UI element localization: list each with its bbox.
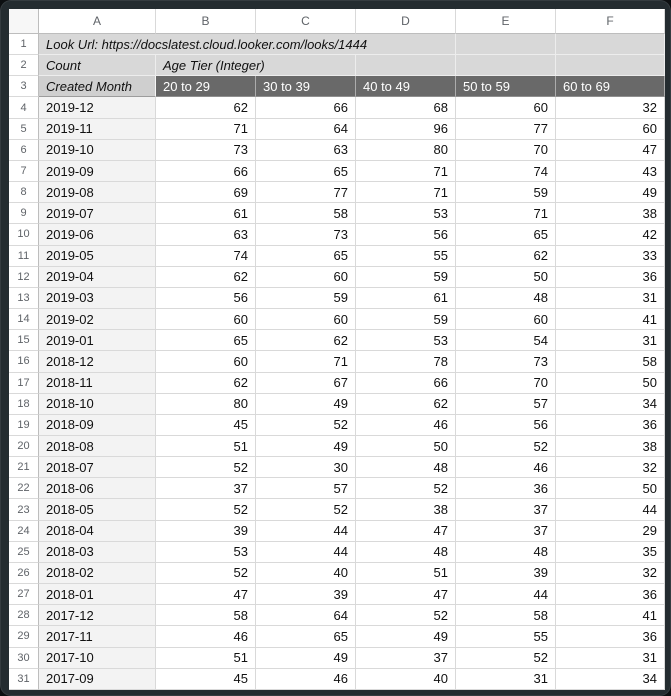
value-cell[interactable]: 31 [556,330,665,351]
value-cell[interactable]: 38 [556,436,665,457]
value-cell[interactable]: 41 [556,309,665,330]
value-cell[interactable]: 61 [356,288,456,309]
month-cell[interactable]: 2019-05 [39,246,156,267]
value-cell[interactable]: 33 [556,246,665,267]
row-header-8[interactable]: 8 [9,182,39,203]
value-cell[interactable]: 74 [456,161,556,182]
value-cell[interactable]: 30 [256,457,356,478]
value-cell[interactable]: 64 [256,119,356,140]
value-cell[interactable]: 37 [456,499,556,520]
month-cell[interactable]: 2017-11 [39,626,156,647]
value-cell[interactable]: 65 [156,330,256,351]
row-header-13[interactable]: 13 [9,288,39,309]
value-cell[interactable]: 38 [356,499,456,520]
month-cell[interactable]: 2018-07 [39,457,156,478]
value-cell[interactable]: 69 [156,182,256,203]
value-cell[interactable]: 50 [556,478,665,499]
value-cell[interactable]: 44 [556,499,665,520]
value-cell[interactable]: 46 [456,457,556,478]
cell-age-tier-2[interactable]: 30 to 39 [256,76,356,97]
row-header-23[interactable]: 23 [9,499,39,520]
value-cell[interactable]: 77 [456,119,556,140]
month-cell[interactable]: 2019-11 [39,119,156,140]
value-cell[interactable]: 66 [356,373,456,394]
value-cell[interactable]: 50 [356,436,456,457]
value-cell[interactable]: 40 [356,669,456,690]
row-header-5[interactable]: 5 [9,119,39,140]
month-cell[interactable]: 2018-11 [39,373,156,394]
row-header-9[interactable]: 9 [9,203,39,224]
value-cell[interactable]: 60 [556,119,665,140]
value-cell[interactable]: 53 [356,203,456,224]
value-cell[interactable]: 48 [456,542,556,563]
row-header-31[interactable]: 31 [9,669,39,690]
row-header-6[interactable]: 6 [9,140,39,161]
cell-age-tier-3[interactable]: 40 to 49 [356,76,456,97]
value-cell[interactable]: 73 [456,351,556,372]
row-header-7[interactable]: 7 [9,161,39,182]
value-cell[interactable]: 66 [156,161,256,182]
value-cell[interactable]: 46 [256,669,356,690]
value-cell[interactable]: 49 [256,648,356,669]
value-cell[interactable]: 52 [456,436,556,457]
value-cell[interactable]: 39 [256,584,356,605]
value-cell[interactable]: 37 [156,478,256,499]
cell-pivot-label[interactable]: Age Tier (Integer) [156,55,356,76]
value-cell[interactable]: 31 [456,669,556,690]
value-cell[interactable]: 78 [356,351,456,372]
value-cell[interactable]: 32 [556,563,665,584]
value-cell[interactable]: 62 [256,330,356,351]
value-cell[interactable]: 96 [356,119,456,140]
value-cell[interactable]: 63 [256,140,356,161]
month-cell[interactable]: 2019-07 [39,203,156,224]
month-cell[interactable]: 2018-02 [39,563,156,584]
value-cell[interactable]: 38 [556,203,665,224]
value-cell[interactable]: 62 [156,267,256,288]
value-cell[interactable]: 59 [356,267,456,288]
value-cell[interactable]: 66 [256,97,356,118]
value-cell[interactable]: 48 [456,288,556,309]
cell-measure-label[interactable]: Count [39,55,156,76]
value-cell[interactable]: 29 [556,521,665,542]
cell-age-tier-1[interactable]: 20 to 29 [156,76,256,97]
value-cell[interactable]: 34 [556,669,665,690]
value-cell[interactable]: 40 [256,563,356,584]
value-cell[interactable]: 52 [156,499,256,520]
value-cell[interactable]: 36 [456,478,556,499]
value-cell[interactable]: 43 [556,161,665,182]
value-cell[interactable]: 71 [256,351,356,372]
value-cell[interactable]: 44 [256,521,356,542]
value-cell[interactable]: 48 [356,542,456,563]
value-cell[interactable]: 52 [156,563,256,584]
select-all-corner[interactable] [9,9,39,34]
column-header-d[interactable]: D [356,9,456,34]
value-cell[interactable]: 49 [556,182,665,203]
value-cell[interactable]: 60 [156,351,256,372]
value-cell[interactable]: 62 [156,373,256,394]
value-cell[interactable]: 45 [156,669,256,690]
value-cell[interactable]: 31 [556,288,665,309]
value-cell[interactable]: 59 [456,182,556,203]
month-cell[interactable]: 2019-09 [39,161,156,182]
value-cell[interactable]: 64 [256,605,356,626]
sheet-grid [9,9,665,690]
row-header-17[interactable]: 17 [9,373,39,394]
value-cell[interactable]: 62 [456,246,556,267]
value-cell[interactable]: 55 [356,246,456,267]
value-cell[interactable]: 39 [156,521,256,542]
month-cell[interactable]: 2019-06 [39,224,156,245]
value-cell[interactable]: 35 [556,542,665,563]
value-cell[interactable]: 55 [456,626,556,647]
value-cell[interactable]: 59 [356,309,456,330]
month-cell[interactable]: 2019-03 [39,288,156,309]
row-header-14[interactable]: 14 [9,309,39,330]
value-cell[interactable]: 60 [456,309,556,330]
month-cell[interactable]: 2019-04 [39,267,156,288]
cell-e1[interactable] [456,34,556,55]
value-cell[interactable]: 65 [256,246,356,267]
month-cell[interactable]: 2018-05 [39,499,156,520]
value-cell[interactable]: 57 [256,478,356,499]
row-header-4[interactable]: 4 [9,97,39,118]
value-cell[interactable]: 52 [256,499,356,520]
value-cell[interactable]: 62 [156,97,256,118]
month-cell[interactable]: 2017-12 [39,605,156,626]
value-cell[interactable]: 32 [556,457,665,478]
value-cell[interactable]: 49 [256,394,356,415]
value-cell[interactable]: 46 [156,626,256,647]
row-header-24[interactable]: 24 [9,521,39,542]
value-cell[interactable]: 51 [156,648,256,669]
value-cell[interactable]: 77 [256,182,356,203]
row-header-20[interactable]: 20 [9,436,39,457]
row-header-16[interactable]: 16 [9,351,39,372]
value-cell[interactable]: 51 [356,563,456,584]
cell-f2[interactable] [556,55,665,76]
column-header-e[interactable]: E [456,9,556,34]
value-cell[interactable]: 49 [356,626,456,647]
row-header-11[interactable]: 11 [9,246,39,267]
value-cell[interactable]: 45 [156,415,256,436]
month-cell[interactable]: 2019-01 [39,330,156,351]
value-cell[interactable]: 62 [356,394,456,415]
row-header-19[interactable]: 19 [9,415,39,436]
value-cell[interactable]: 47 [356,521,456,542]
month-cell[interactable]: 2018-10 [39,394,156,415]
value-cell[interactable]: 52 [456,648,556,669]
value-cell[interactable]: 49 [256,436,356,457]
cell-age-tier-4[interactable]: 50 to 59 [456,76,556,97]
cell-age-tier-5[interactable]: 60 to 69 [556,76,665,97]
value-cell[interactable]: 42 [556,224,665,245]
row-header-1[interactable]: 1 [9,34,39,55]
row-header-29[interactable]: 29 [9,626,39,647]
value-cell[interactable]: 51 [156,436,256,457]
row-header-27[interactable]: 27 [9,584,39,605]
month-cell[interactable]: 2018-08 [39,436,156,457]
value-cell[interactable]: 32 [556,97,665,118]
value-cell[interactable]: 58 [256,203,356,224]
month-cell[interactable]: 2018-09 [39,415,156,436]
value-cell[interactable]: 44 [456,584,556,605]
cell-look-url[interactable]: Look Url: https://docslatest.cloud.looker.com/looks/1444 [39,34,456,55]
month-cell[interactable]: 2018-01 [39,584,156,605]
row-header-10[interactable]: 10 [9,224,39,245]
row-header-30[interactable]: 30 [9,648,39,669]
value-cell[interactable]: 71 [356,161,456,182]
value-cell[interactable]: 58 [156,605,256,626]
value-cell[interactable]: 65 [256,161,356,182]
value-cell[interactable]: 56 [456,415,556,436]
value-cell[interactable]: 56 [156,288,256,309]
value-cell[interactable]: 73 [256,224,356,245]
value-cell[interactable]: 36 [556,267,665,288]
value-cell[interactable]: 50 [456,267,556,288]
spreadsheet [9,9,665,690]
value-cell[interactable]: 80 [156,394,256,415]
row-header-25[interactable]: 25 [9,542,39,563]
value-cell[interactable]: 47 [356,584,456,605]
value-cell[interactable]: 65 [456,224,556,245]
value-cell[interactable]: 71 [456,203,556,224]
cell-f1[interactable] [556,34,665,55]
month-cell[interactable]: 2019-10 [39,140,156,161]
value-cell[interactable]: 57 [456,394,556,415]
row-header-22[interactable]: 22 [9,478,39,499]
value-cell[interactable]: 58 [556,351,665,372]
value-cell[interactable]: 34 [556,394,665,415]
value-cell[interactable]: 61 [156,203,256,224]
value-cell[interactable]: 71 [356,182,456,203]
value-cell[interactable]: 52 [356,605,456,626]
column-header-a[interactable]: A [39,9,156,34]
row-header-26[interactable]: 26 [9,563,39,584]
row-header-21[interactable]: 21 [9,457,39,478]
month-cell[interactable]: 2018-03 [39,542,156,563]
value-cell[interactable]: 47 [556,140,665,161]
value-cell[interactable]: 58 [456,605,556,626]
value-cell[interactable]: 37 [356,648,456,669]
month-cell[interactable]: 2018-04 [39,521,156,542]
month-cell[interactable]: 2017-10 [39,648,156,669]
value-cell[interactable]: 46 [356,415,456,436]
value-cell[interactable]: 44 [256,542,356,563]
value-cell[interactable]: 60 [156,309,256,330]
value-cell[interactable]: 68 [356,97,456,118]
value-cell[interactable]: 52 [256,415,356,436]
value-cell[interactable]: 67 [256,373,356,394]
row-header-2[interactable]: 2 [9,55,39,76]
value-cell[interactable]: 39 [456,563,556,584]
row-header-15[interactable]: 15 [9,330,39,351]
month-cell[interactable]: 2018-12 [39,351,156,372]
month-cell[interactable]: 2017-09 [39,669,156,690]
cell-d2[interactable] [356,55,456,76]
value-cell[interactable]: 50 [556,373,665,394]
value-cell[interactable]: 53 [356,330,456,351]
value-cell[interactable]: 71 [156,119,256,140]
value-cell[interactable]: 60 [256,267,356,288]
value-cell[interactable]: 37 [456,521,556,542]
value-cell[interactable]: 60 [456,97,556,118]
value-cell[interactable]: 52 [356,478,456,499]
value-cell[interactable]: 65 [256,626,356,647]
value-cell[interactable]: 56 [356,224,456,245]
value-cell[interactable]: 73 [156,140,256,161]
month-cell[interactable]: 2019-02 [39,309,156,330]
value-cell[interactable]: 74 [156,246,256,267]
value-cell[interactable]: 36 [556,626,665,647]
column-header-f[interactable]: F [556,9,665,34]
month-cell[interactable]: 2019-08 [39,182,156,203]
value-cell[interactable]: 70 [456,140,556,161]
value-cell[interactable]: 36 [556,415,665,436]
row-header-12[interactable]: 12 [9,267,39,288]
row-header-18[interactable]: 18 [9,394,39,415]
month-cell[interactable]: 2019-12 [39,97,156,118]
value-cell[interactable]: 48 [356,457,456,478]
value-cell[interactable]: 60 [256,309,356,330]
value-cell[interactable]: 41 [556,605,665,626]
value-cell[interactable]: 31 [556,648,665,669]
value-cell[interactable]: 80 [356,140,456,161]
month-cell[interactable]: 2018-06 [39,478,156,499]
value-cell[interactable]: 59 [256,288,356,309]
row-header-28[interactable]: 28 [9,605,39,626]
column-header-b[interactable]: B [156,9,256,34]
value-cell[interactable]: 70 [456,373,556,394]
value-cell[interactable]: 47 [156,584,256,605]
cell-e2[interactable] [456,55,556,76]
value-cell[interactable]: 36 [556,584,665,605]
column-header-c[interactable]: C [256,9,356,34]
value-cell[interactable]: 54 [456,330,556,351]
value-cell[interactable]: 63 [156,224,256,245]
value-cell[interactable]: 52 [156,457,256,478]
cell-dimension-label[interactable]: Created Month [39,76,156,97]
row-header-3[interactable]: 3 [9,76,39,97]
value-cell[interactable]: 53 [156,542,256,563]
